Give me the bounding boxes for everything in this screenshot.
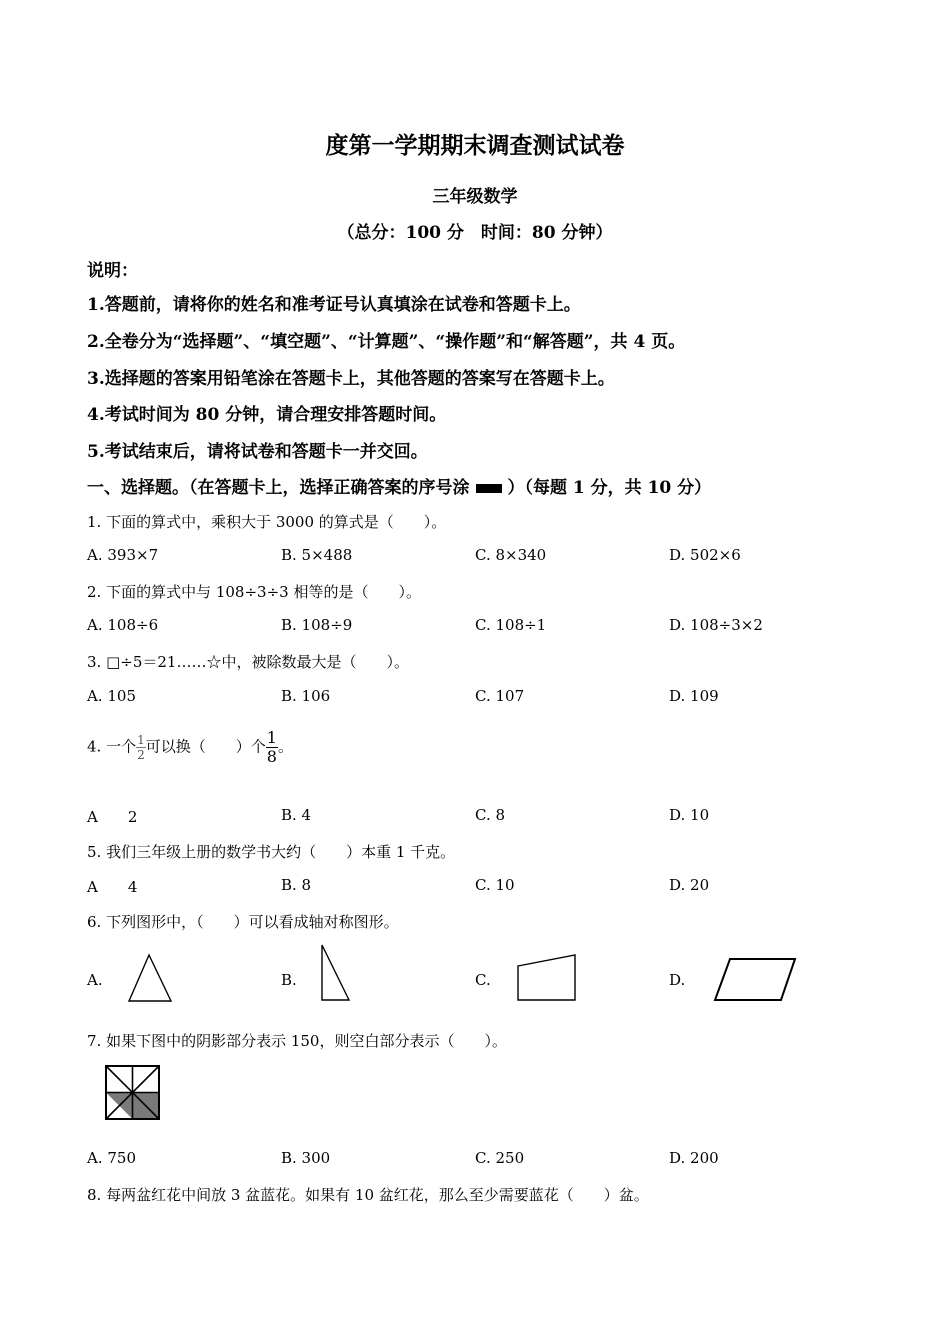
section-heading-text: 一、选择题。（在答题卡上，选择正确答案的序号涂	[87, 478, 470, 498]
question-3: 3. □÷5＝21……☆中，被除数最大是（ ）。	[87, 653, 409, 671]
option-b: B. 8	[281, 876, 312, 894]
option-b: B. 300	[281, 1149, 331, 1167]
question-text: 可以换（ ）个	[145, 737, 266, 756]
instruction-item: 4.考试时间为 80 分钟，请合理安排答题时间。	[87, 405, 447, 425]
option-a: A. 105	[87, 687, 136, 705]
instruction-item: 1.答题前，请将你的姓名和准考证号认真填涂在试卷和答题卡上。	[87, 295, 581, 315]
question-7: 7. 如果下图中的阴影部分表示 150，则空白部分表示（ ）。	[87, 1032, 507, 1050]
page-subtitle: 三年级数学	[432, 187, 518, 207]
option-b: B. 108÷9	[281, 616, 353, 634]
right-triangle-shape-icon	[318, 943, 354, 1005]
option-a: A. 108÷6	[87, 616, 159, 634]
parallelogram-shape-icon	[712, 955, 800, 1005]
instruction-item: 2.全卷分为“选择题”、“填空题”、“计算题”、“操作题”和“解答题”，共 4 页。	[87, 332, 686, 352]
section-heading-text: ）（每题 1 分，共 10 分）	[507, 478, 712, 498]
option-d: D. 20	[669, 876, 710, 894]
instruction-item: 3.选择题的答案用铅笔涂在答题卡上，其他答题的答案写在答题卡上。	[87, 369, 615, 389]
option-d: D. 108÷3×2	[669, 616, 763, 634]
option-a: A. 393×7	[87, 546, 159, 564]
option-d: D. 109	[669, 687, 719, 705]
option-a: A 2	[87, 808, 138, 826]
filled-box-icon	[476, 484, 502, 493]
exam-info: （总分：100 分 时间：80 分钟）	[337, 223, 613, 243]
question-2: 2. 下面的算式中与 108÷3÷3 相等的是（ ）。	[87, 583, 421, 601]
page-title: 度第一学期期末调查测试试卷	[325, 132, 625, 159]
instruction-item: 5.考试结束后，请将试卷和答题卡一并交回。	[87, 442, 428, 462]
section-heading	[87, 473, 711, 498]
option-c: C. 107	[475, 687, 525, 705]
question-6: 6. 下列图形中，（ ）可以看成轴对称图形。	[87, 913, 399, 931]
option-b: B. 5×488	[281, 546, 353, 564]
question-8: 8. 每两盆红花中间放 3 盆蓝花。如果有 10 盆红花，那么至少需要蓝花（ ）盆。	[87, 1186, 649, 1204]
option-d: D. 200	[669, 1149, 719, 1167]
option-c: C. 250	[475, 1149, 525, 1167]
fraction-one-eighth: $\frac{1}{8}$	[266, 728, 277, 766]
option-a: A 4	[87, 878, 138, 896]
question-4	[87, 730, 293, 765]
option-b: B. 4	[281, 806, 312, 824]
question-1: 1. 下面的算式中，乘积大于 3000 的算式是（ ）。	[87, 513, 447, 531]
fraction-one-half: $\frac{1}{2}$	[137, 733, 145, 762]
question-5: 5. 我们三年级上册的数学书大约（ ）本重 1 千克。	[87, 843, 456, 861]
option-b: B.	[281, 971, 297, 989]
option-a: A.	[87, 971, 103, 989]
option-c: C.	[475, 971, 491, 989]
instructions-label: 说明：	[87, 261, 138, 281]
option-d: D. 502×6	[669, 546, 741, 564]
question-text: 4. 一个	[87, 737, 137, 756]
option-c: C. 108÷1	[475, 616, 547, 634]
option-b: B. 106	[281, 687, 331, 705]
option-c: C. 8	[475, 806, 506, 824]
trapezoid-shape-icon	[514, 952, 580, 1004]
question-text: 。	[277, 737, 293, 756]
shaded-square-figure	[104, 1064, 161, 1121]
triangle-shape-icon	[126, 952, 174, 1004]
option-d: D.	[669, 971, 686, 989]
option-c: C. 10	[475, 876, 515, 894]
option-c: C. 8×340	[475, 546, 547, 564]
option-a: A. 750	[87, 1149, 136, 1167]
option-d: D. 10	[669, 806, 710, 824]
